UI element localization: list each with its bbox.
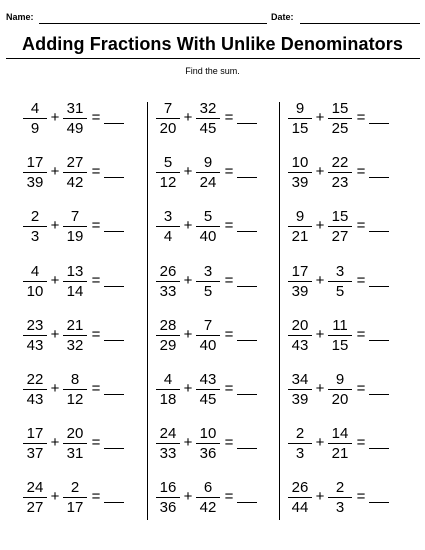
problem-row	[287, 371, 415, 415]
fraction-bar	[156, 118, 180, 119]
fraction-bar	[196, 172, 220, 173]
problem-row	[22, 425, 150, 469]
plus-sign: +	[50, 271, 60, 289]
fraction-1	[22, 100, 48, 137]
equals-sign: =	[224, 380, 234, 397]
denominator: 39	[26, 174, 44, 192]
denominator: 20	[159, 120, 177, 137]
fraction-bar	[328, 443, 352, 444]
problem-row	[155, 208, 283, 252]
numerator: 5	[163, 154, 173, 172]
fraction-1	[155, 263, 181, 300]
fraction-1	[155, 100, 181, 137]
fraction-bar	[196, 226, 220, 227]
denominator: 3	[30, 228, 40, 246]
denominator: 10	[26, 282, 44, 300]
fraction-bar	[288, 118, 312, 119]
plus-sign: +	[183, 271, 193, 289]
problem-row	[155, 263, 283, 307]
fraction-bar	[63, 118, 87, 119]
numerator: 4	[30, 100, 40, 117]
numerator: 28	[159, 316, 177, 334]
denominator: 43	[26, 336, 44, 354]
problem-row	[155, 371, 283, 415]
plus-sign: +	[50, 325, 60, 343]
denominator: 21	[331, 445, 349, 463]
denominator: 15	[331, 336, 349, 354]
fraction-bar	[63, 172, 87, 173]
fraction-2	[327, 425, 353, 462]
fraction-bar	[63, 443, 87, 444]
numerator: 17	[26, 425, 44, 443]
fraction-1	[22, 317, 48, 354]
plus-sign: +	[315, 109, 325, 126]
denominator: 25	[331, 120, 349, 137]
plus-sign: +	[50, 109, 60, 126]
equals-sign: =	[91, 434, 101, 452]
denominator: 32	[66, 336, 84, 354]
fraction-bar	[63, 281, 87, 282]
answer-blank[interactable]	[369, 340, 389, 341]
fraction-bar	[63, 335, 87, 336]
denominator: 37	[26, 445, 44, 463]
answer-blank[interactable]	[369, 123, 389, 124]
denominator: 31	[66, 445, 84, 463]
fraction-2	[327, 317, 353, 354]
denominator: 19	[66, 228, 84, 246]
plus-sign: +	[315, 271, 325, 289]
equals-sign: =	[91, 271, 101, 289]
numerator: 22	[26, 371, 44, 388]
answer-blank[interactable]	[104, 340, 124, 341]
plus-sign: +	[50, 488, 60, 506]
fraction-bar	[288, 497, 312, 498]
equals-sign: =	[356, 217, 366, 235]
denominator: 36	[199, 445, 217, 463]
fraction-bar	[156, 497, 180, 498]
fraction-2	[327, 263, 353, 300]
numerator: 4	[30, 262, 40, 280]
plus-sign: +	[183, 217, 193, 235]
numerator: 9	[203, 154, 213, 172]
denominator: 27	[331, 228, 349, 246]
fraction-1	[287, 100, 313, 137]
numerator: 6	[203, 479, 213, 497]
problem-row	[22, 371, 150, 415]
numerator: 2	[30, 208, 40, 226]
fraction-1	[155, 208, 181, 245]
fraction-1	[155, 154, 181, 191]
denominator: 39	[291, 391, 309, 408]
fraction-2	[195, 425, 221, 462]
fraction-bar	[23, 281, 47, 282]
plus-sign: +	[50, 380, 60, 397]
answer-blank[interactable]	[237, 502, 257, 503]
answer-blank[interactable]	[237, 123, 257, 124]
denominator: 40	[199, 228, 217, 246]
problem-row	[155, 317, 283, 361]
numerator: 7	[163, 100, 173, 117]
problem-row	[22, 154, 150, 198]
equals-sign: =	[356, 325, 366, 343]
answer-blank[interactable]	[104, 123, 124, 124]
equals-sign: =	[91, 217, 101, 235]
answer-blank[interactable]	[237, 394, 257, 395]
equals-sign: =	[91, 109, 101, 126]
fraction-1	[287, 425, 313, 462]
fraction-1	[22, 425, 48, 462]
plus-sign: +	[315, 163, 325, 181]
problem-row	[287, 317, 415, 361]
numerator: 7	[203, 316, 213, 334]
equals-sign: =	[91, 380, 101, 397]
answer-blank[interactable]	[104, 177, 124, 178]
numerator: 5	[203, 208, 213, 226]
fraction-bar	[23, 226, 47, 227]
problem-row	[155, 425, 283, 469]
fraction-bar	[63, 497, 87, 498]
equals-sign: =	[224, 163, 234, 181]
fraction-1	[22, 154, 48, 191]
equals-sign: =	[356, 271, 366, 289]
numerator: 15	[331, 208, 349, 226]
numerator: 34	[291, 371, 309, 388]
numerator: 26	[291, 479, 309, 497]
numerator: 13	[66, 262, 84, 280]
fraction-bar	[23, 497, 47, 498]
problem-row	[287, 425, 415, 469]
denominator: 3	[335, 499, 345, 517]
plus-sign: +	[50, 217, 60, 235]
fraction-2	[62, 479, 88, 516]
plus-sign: +	[183, 380, 193, 397]
numerator: 27	[66, 154, 84, 172]
equals-sign: =	[91, 163, 101, 181]
fraction-2	[195, 208, 221, 245]
numerator: 43	[199, 371, 217, 388]
numerator: 22	[331, 154, 349, 172]
fraction-bar	[156, 443, 180, 444]
worksheet-header	[6, 12, 420, 26]
equals-sign: =	[356, 488, 366, 506]
fraction-bar	[288, 281, 312, 282]
problem-row	[22, 317, 150, 361]
fraction-1	[287, 154, 313, 191]
fraction-1	[155, 425, 181, 462]
fraction-bar	[288, 172, 312, 173]
denominator: 21	[291, 228, 309, 246]
fraction-bar	[23, 389, 47, 390]
denominator: 39	[291, 174, 309, 192]
fraction-1	[155, 317, 181, 354]
denominator: 15	[291, 120, 309, 137]
denominator: 43	[291, 336, 309, 354]
numerator: 9	[295, 100, 305, 117]
numerator: 9	[295, 208, 305, 226]
fraction-2	[327, 154, 353, 191]
equals-sign: =	[91, 325, 101, 343]
fraction-bar	[196, 497, 220, 498]
fraction-bar	[288, 443, 312, 444]
instructions: Find the sum.	[185, 66, 240, 76]
fraction-2	[327, 371, 353, 408]
numerator: 15	[331, 100, 349, 117]
problem-row	[22, 100, 150, 144]
fraction-bar	[156, 389, 180, 390]
denominator: 42	[199, 499, 217, 517]
problem-row	[155, 100, 283, 144]
denominator: 12	[66, 391, 84, 408]
fraction-bar	[156, 226, 180, 227]
fraction-1	[155, 371, 181, 408]
numerator: 2	[335, 479, 345, 497]
date-field[interactable]	[300, 23, 420, 24]
problem-row	[155, 479, 283, 523]
fraction-bar	[328, 281, 352, 282]
answer-blank[interactable]	[369, 448, 389, 449]
problem-row	[22, 263, 150, 307]
plus-sign: +	[183, 434, 193, 452]
denominator: 29	[159, 336, 177, 354]
fraction-bar	[156, 335, 180, 336]
answer-blank[interactable]	[237, 286, 257, 287]
answer-blank[interactable]	[237, 448, 257, 449]
denominator: 27	[26, 499, 44, 517]
fraction-bar	[156, 172, 180, 173]
answer-blank[interactable]	[104, 448, 124, 449]
fraction-1	[287, 479, 313, 516]
equals-sign: =	[356, 434, 366, 452]
numerator: 26	[159, 262, 177, 280]
fraction-2	[62, 208, 88, 245]
fraction-bar	[196, 389, 220, 390]
equals-sign: =	[91, 488, 101, 506]
fraction-bar	[63, 389, 87, 390]
answer-blank[interactable]	[369, 231, 389, 232]
answer-blank[interactable]	[369, 286, 389, 287]
fraction-bar	[328, 118, 352, 119]
fraction-bar	[328, 172, 352, 173]
denominator: 43	[26, 391, 44, 408]
fraction-bar	[196, 443, 220, 444]
numerator: 2	[70, 479, 80, 497]
denominator: 5	[203, 282, 213, 300]
answer-blank[interactable]	[237, 177, 257, 178]
fraction-2	[195, 100, 221, 137]
answer-blank[interactable]	[369, 177, 389, 178]
plus-sign: +	[315, 380, 325, 397]
denominator: 12	[159, 174, 177, 192]
fraction-bar	[23, 172, 47, 173]
plus-sign: +	[315, 434, 325, 452]
fraction-bar	[328, 226, 352, 227]
equals-sign: =	[224, 325, 234, 343]
numerator: 31	[66, 100, 84, 117]
fraction-2	[62, 263, 88, 300]
problem-row	[22, 479, 150, 523]
denominator: 18	[159, 391, 177, 408]
plus-sign: +	[50, 434, 60, 452]
equals-sign: =	[224, 271, 234, 289]
fraction-2	[62, 100, 88, 137]
denominator: 14	[66, 282, 84, 300]
denominator: 20	[331, 391, 349, 408]
equals-sign: =	[224, 109, 234, 126]
denominator: 33	[159, 445, 177, 463]
fraction-1	[287, 263, 313, 300]
numerator: 3	[335, 262, 345, 280]
numerator: 20	[291, 316, 309, 334]
fraction-1	[287, 371, 313, 408]
fraction-2	[62, 317, 88, 354]
numerator: 10	[291, 154, 309, 172]
fraction-bar	[288, 226, 312, 227]
denominator: 49	[66, 120, 84, 137]
fraction-1	[22, 263, 48, 300]
fraction-2	[62, 425, 88, 462]
problem-row	[155, 154, 283, 198]
fraction-1	[22, 208, 48, 245]
numerator: 24	[159, 425, 177, 443]
denominator: 45	[199, 391, 217, 408]
problem-row	[287, 100, 415, 144]
numerator: 11	[332, 316, 348, 334]
fraction-2	[195, 263, 221, 300]
date-label: Date:	[271, 12, 294, 22]
plus-sign: +	[183, 325, 193, 343]
numerator: 20	[66, 425, 84, 443]
equals-sign: =	[356, 380, 366, 397]
fraction-2	[62, 154, 88, 191]
name-field[interactable]	[39, 23, 267, 24]
numerator: 3	[203, 262, 213, 280]
fraction-1	[287, 208, 313, 245]
problem-row	[287, 263, 415, 307]
answer-blank[interactable]	[104, 394, 124, 395]
fraction-bar	[63, 226, 87, 227]
denominator: 33	[159, 282, 177, 300]
fraction-bar	[23, 335, 47, 336]
name-label: Name:	[6, 12, 34, 22]
denominator: 5	[335, 282, 345, 300]
fraction-bar	[196, 335, 220, 336]
numerator: 3	[163, 208, 173, 226]
answer-blank[interactable]	[369, 394, 389, 395]
answer-blank[interactable]	[237, 340, 257, 341]
plus-sign: +	[315, 217, 325, 235]
numerator: 17	[291, 262, 309, 280]
equals-sign: =	[356, 163, 366, 181]
fraction-bar	[23, 118, 47, 119]
fraction-2	[62, 371, 88, 408]
fraction-bar	[288, 389, 312, 390]
fraction-2	[195, 371, 221, 408]
denominator: 42	[66, 174, 84, 192]
equals-sign: =	[356, 109, 366, 126]
problem-row	[287, 208, 415, 252]
numerator: 14	[331, 425, 349, 443]
answer-blank[interactable]	[104, 231, 124, 232]
equals-sign: =	[224, 434, 234, 452]
fraction-1	[155, 479, 181, 516]
equals-sign: =	[224, 488, 234, 506]
problem-row	[22, 208, 150, 252]
plus-sign: +	[315, 325, 325, 343]
fraction-2	[195, 154, 221, 191]
plus-sign: +	[315, 488, 325, 506]
answer-blank[interactable]	[237, 231, 257, 232]
plus-sign: +	[50, 163, 60, 181]
fraction-bar	[156, 281, 180, 282]
denominator: 36	[159, 499, 177, 517]
numerator: 4	[163, 371, 173, 388]
fraction-bar	[196, 118, 220, 119]
plus-sign: +	[183, 488, 193, 506]
fraction-2	[327, 100, 353, 137]
numerator: 21	[66, 316, 84, 334]
denominator: 44	[291, 499, 309, 517]
answer-blank[interactable]	[104, 502, 124, 503]
problem-row	[287, 479, 415, 523]
answer-blank[interactable]	[369, 502, 389, 503]
numerator: 2	[295, 425, 305, 443]
numerator: 9	[335, 371, 345, 388]
numerator: 8	[70, 371, 80, 388]
plus-sign: +	[183, 163, 193, 181]
worksheet-title: Adding Fractions With Unlike Denominators	[22, 34, 403, 54]
fraction-2	[195, 479, 221, 516]
denominator: 45	[199, 120, 217, 137]
numerator: 32	[199, 100, 217, 117]
plus-sign: +	[183, 109, 193, 126]
denominator: 23	[331, 174, 349, 192]
fraction-bar	[328, 389, 352, 390]
fraction-bar	[196, 281, 220, 282]
denominator: 40	[199, 336, 217, 354]
fraction-bar	[23, 443, 47, 444]
denominator: 39	[291, 282, 309, 300]
fraction-1	[22, 479, 48, 516]
equals-sign: =	[224, 217, 234, 235]
fraction-bar	[328, 497, 352, 498]
fraction-2	[195, 317, 221, 354]
numerator: 17	[26, 154, 44, 172]
fraction-2	[327, 208, 353, 245]
fraction-bar	[288, 335, 312, 336]
numerator: 23	[26, 316, 44, 334]
numerator: 10	[199, 425, 217, 443]
fraction-bar	[328, 335, 352, 336]
numerator: 16	[159, 479, 177, 497]
denominator: 4	[163, 228, 173, 246]
fraction-1	[22, 371, 48, 408]
denominator: 17	[66, 499, 84, 517]
numerator: 24	[26, 479, 44, 497]
fraction-2	[327, 479, 353, 516]
problem-row	[287, 154, 415, 198]
title-underline	[6, 58, 420, 59]
denominator: 9	[30, 120, 40, 137]
denominator: 3	[295, 445, 305, 463]
answer-blank[interactable]	[104, 286, 124, 287]
denominator: 24	[199, 174, 217, 192]
numerator: 7	[70, 208, 80, 226]
fraction-1	[287, 317, 313, 354]
